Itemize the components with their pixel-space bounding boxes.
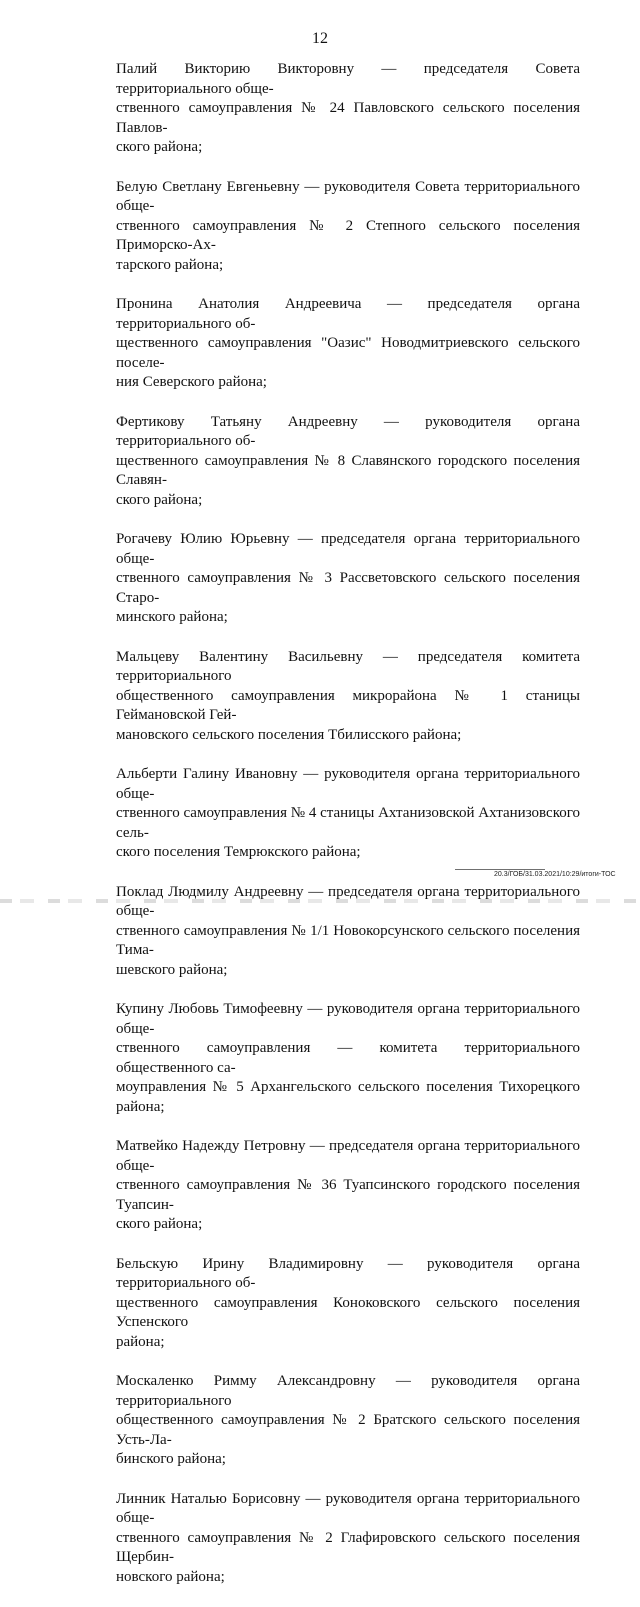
paragraph-3: Пронина Анатолия Андреевича — председателя органа территориального об- щественного самоуправления "Оазис" Новодмитриевского сельского поселе- ния Северского района; (116, 296, 580, 390)
paragraph-9: Купину Любовь Тимофеевну — руководителя органа территориального обще- ственного самоуправления — комитета территориального общественного са- моуправления № 5 Архангельского сельского поселения Тихорецкого района; (116, 1001, 580, 1115)
paragraph-10: Матвейко Надежду Петровну — председателя органа территориального обще- ственного самоуправления № 36 Туапсинского городского поселения Туапсин- ского района; (116, 1138, 580, 1232)
paragraph-2: Белую Светлану Евгеньевну — руководителя Совета территориального обще- ственного самоуправления № 2 Степного сельского поселения Приморско-Ах- тарского района; (116, 178, 580, 273)
paragraph-7: Альберти Галину Ивановну — руководителя органа территориального обще- ственного самоуправления № 4 станицы Ахтанизовской Ахтанизовского сель- ского поселения Темрюкского района; (116, 766, 580, 860)
page-number: 12 (312, 30, 328, 47)
paragraph-1: Палий Викторию Викторовну — председателя Совета территориального обще- ственного самоуправления № 24 Павловского сельского поселения Павлов- ского района; (116, 61, 580, 155)
paragraph-4: Фертикову Татьяну Андреевну — руководителя органа территориального об- щественного самоуправления № 8 Славянского городского поселения Славян- ского района; (116, 413, 580, 508)
paragraph-11: Бельскую Ирину Владимировну — руководителя органа территориального об- щественного самоуправления Коноковского сельского поселения Успенского района; (116, 1255, 580, 1350)
paragraph-5: Рогачеву Юлию Юрьевну — председателя органа территориального обще- ственного самоуправления № 3 Рассветовского сельского поселения Старо- минского района; (116, 531, 580, 625)
paragraph-13: Линник Наталью Борисовну — руководителя органа территориального обще- ственного самоуправления № 2 Глафировского сельского поселения Щербин- новского района; (116, 1490, 580, 1585)
footer-divider (455, 869, 545, 870)
paragraph-6: Мальцеву Валентину Васильевну — председателя комитета территориального общественного самоуправления микрорайона № 1 станицы Геймановской Гей- мановского сельского поселения Тбилисского района; (116, 648, 580, 743)
document-body (116, 60, 580, 1607)
paragraph-8: Поклад Людмилу Андреевну — председателя органа территориального обще- ственного самоуправления № 1/1 Новокорсунского сельского поселения Тима- шевского района; (116, 883, 580, 978)
scan-edge-artifact (0, 899, 640, 903)
paragraph-12: Москаленко Римму Александровну — руководителя органа территориального общественного самоуправления № 2 Братского сельского поселения Усть-Ла- бинского района; (116, 1373, 580, 1467)
footer-reference: 20.3/ГОБ/31.03.2021/10:29/итоги-ТОС (494, 871, 616, 878)
